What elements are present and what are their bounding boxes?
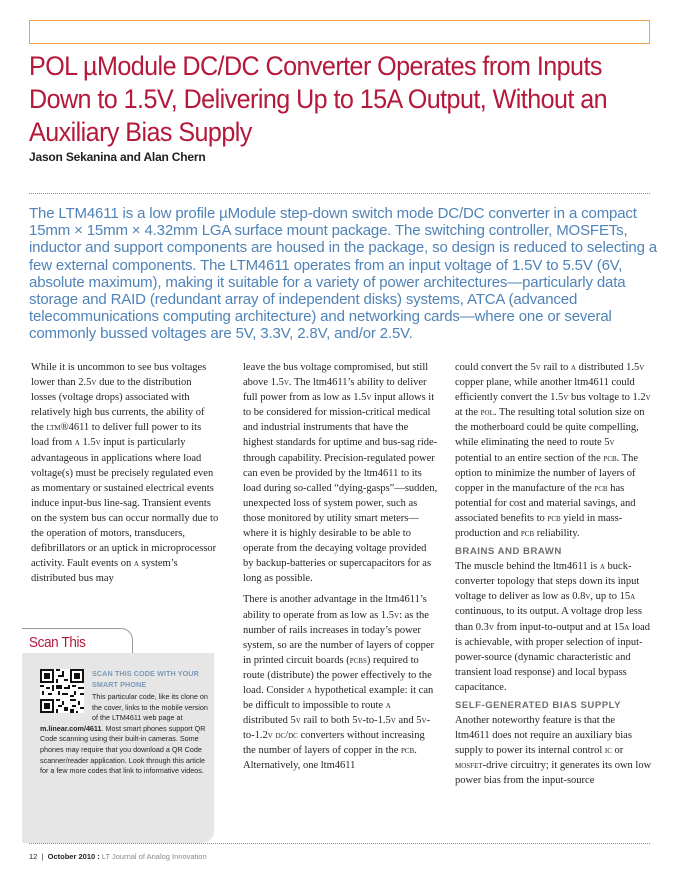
page-number: 12 (29, 852, 38, 861)
scan-heading: SCAN THIS CODE WITH YOUR SMART PHONE (92, 669, 199, 689)
scan-url-link[interactable]: m.linear.com/4611 (40, 723, 102, 733)
column-3 (455, 360, 652, 788)
scan-title: Scan This (29, 634, 86, 651)
col3-paragraph-3: Another noteworthy feature is that the ltm4611 does not require an auxiliary bias supply to power its internal control ic or mosfet-drive circuitry; it generates its own low power bias from the input-source (455, 714, 652, 787)
scan-text-2: . Most smart phones support QR Code scanning using their built-in cameras. Some phones may require that you download a QR Code scanner/reader application. Look through this article for a few more codes that link to informative videos. (40, 723, 206, 776)
publication-name: LT Journal of Analog Innovation (101, 852, 207, 861)
col2-paragraph-2: There is another advantage in the ltm4611’s ability to operate from as low as 1.5v: as the number of rails increases in today’s power system, so are the number of layers of copper in printed circuit boards (pcbs) required to route (distribute) the power effectively to the load. Consider a hypothetical example: it can be difficult to impossible to route a distributed 5v rail to both 5v-to-1.5v and 5v-to-1.2v dc/dc converters without increasing the number of layers of copper in the pcb. Alternatively, one ltm4611 (243, 594, 434, 772)
divider-top (29, 193, 650, 194)
scan-text-1: This particular code, like its clone on the cover, links to the mobile version of the LTM4611 web page at (92, 692, 208, 723)
column-1 (31, 360, 219, 586)
heading-self-generated-bias: SELF-GENERATED BIAS SUPPLY (455, 699, 621, 711)
column-2 (243, 360, 438, 774)
heading-brains-and-brawn: BRAINS AND BRAWN (455, 546, 562, 558)
col1-paragraph: While it is uncommon to see bus voltages lower than 2.5v due to the distribution losses (voltage drops) associated with relatively high bus currents, the ability of the ltm®4611 to deliver full power to its load from a 1.5v input is particularly advantageous in applications where load voltage(s) must be precisely regulated even as momentary or sustained electrical events induce input-bus line-sag. Transient events on the system bus can occur normally due to the operation of motors, transducers, defibrillators or an uptick in microprocessor activity. Fault events on a system’s distributed bus may (31, 362, 219, 585)
col3-paragraph-2: The muscle behind the ltm4611 is a buck-converter topology that steps down its input voltage to deliver as low as 0.8v, up to 15a continuous, to its output. A voltage drop less than 0.3v from input-to-output and at 15a load is achievable, with proper selection of input-power-source (dynamic characteristic and transient load response) and local bypass capacitance. (455, 561, 651, 693)
intro-paragraph: The LTM4611 is a low profile µModule step-down switch mode DC/DC converter in a compact 15mm × 15mm × 4.32mm LGA surface mount package. The switching controller, MOSFETs, inductor and support components are housed in the package, so design is reduced to selecting a few external components. The LTM4611 operates from an input voltage of 1.5V to 5.5V (6V, absolute maximum), making it suitable for a variety of power architectures—particularly data storage and RAID (redundant array of independent disks) systems, ATCA (advanced telecommunications computing architecture) and networking cards—where one or several commonly bussed voltages are 5V, 3.3V, 2.8V, and/or 2.5V. (29, 205, 657, 343)
authors: Jason Sekanina and Alan Chern (29, 150, 206, 164)
col2-paragraph-1: leave the bus voltage compromised, but still above 1.5v. The ltm4611’s ability to deliver full power from as low as 1.5v input allows it to be considered for mission-critical medical and industrial instruments that have the highest standards for uptime and bus-sag ride-through capability. Precision-regulated power can even be provided by the ltm4611 to its load during so-called “dying-gasps”—sudden, unexpected loss of system power, such as those monitored by utility smart meters—where it is highly desirable to be able to operate from the decaying voltage provided by backup-batteries or supercapacitors for as long as possible. (243, 362, 438, 585)
scan-text (40, 692, 212, 777)
footer-separator: | (41, 852, 44, 861)
issue-date: October 2010 : (47, 852, 100, 861)
footer (29, 852, 207, 861)
article-title: POL µModule DC/DC Converter Operates from Inputs Down to 1.5V, Delivering Up to 15A Output, Without an Auxiliary Bias Supply (29, 51, 608, 147)
header-bar (29, 20, 650, 44)
col3-paragraph-1: could convert the 5v rail to a distributed 1.5v copper plane, while another ltm4611 could efficiently convert the 1.5v bus voltage to 1.2v at the pol. The resulting total solution size on the motherboard could be quite compelling, while eliminating the need to route 5v potential to an entire section of the pcb. The option to minimize the number of layers of copper in the manufacture of the pcb has potential for cost and material savings, and associated benefits to pcb yield in mass-production and pcb reliability. (455, 362, 651, 540)
divider-bottom (29, 843, 650, 844)
